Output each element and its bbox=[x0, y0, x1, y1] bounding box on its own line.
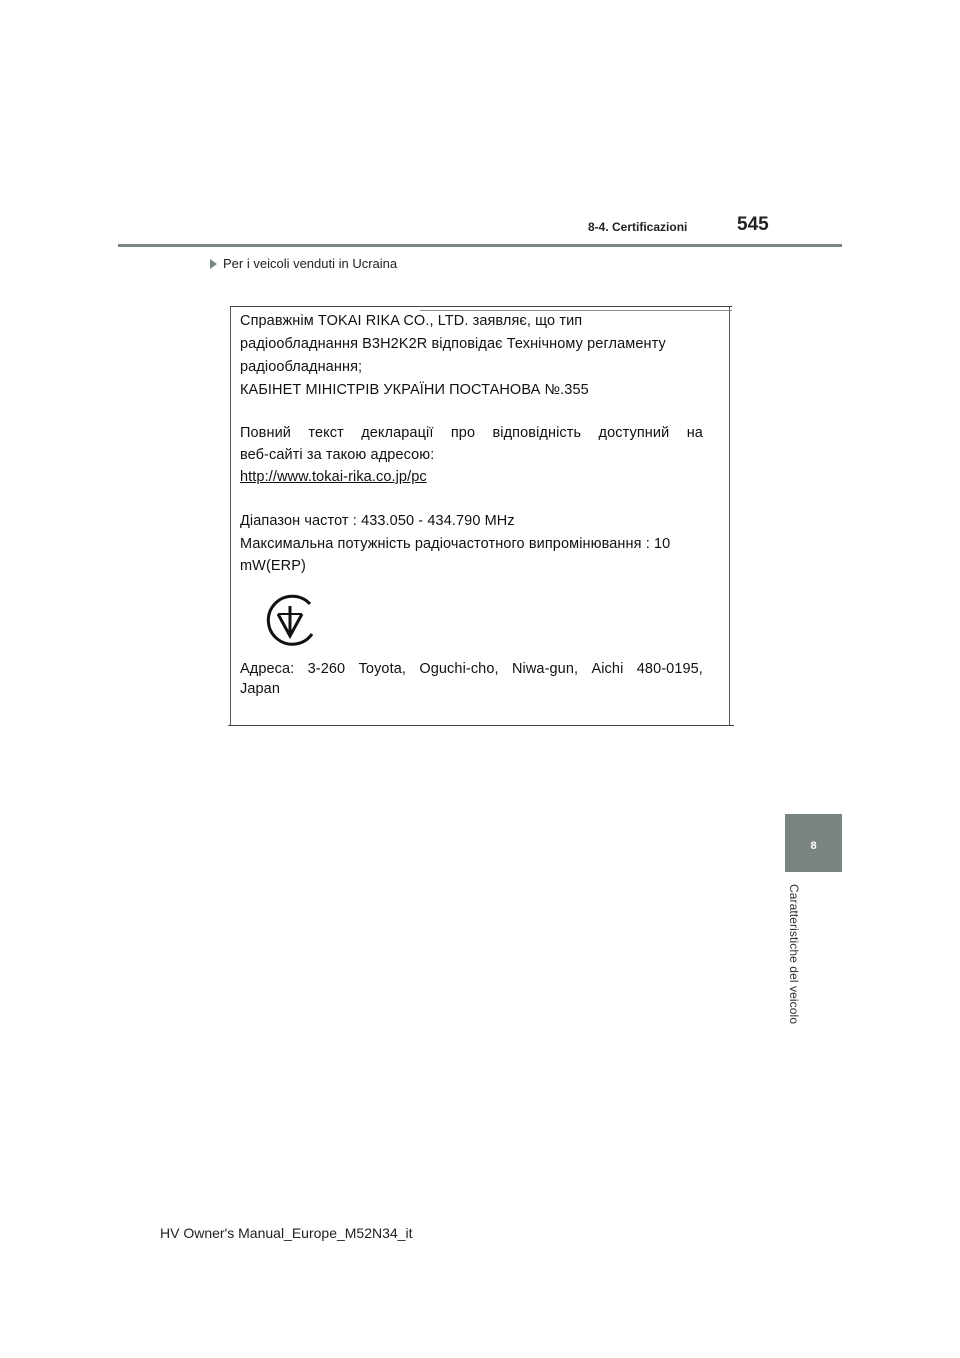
chapter-tab[interactable] bbox=[785, 814, 842, 872]
word: текст bbox=[308, 425, 344, 441]
max-power-line-2: mW(ERP) bbox=[240, 558, 306, 574]
word: Toyota, bbox=[358, 661, 407, 677]
chapter-label: Caratteristiche del veicolo bbox=[787, 884, 801, 1025]
declaration-line-2: радіообладнання B3H2K2R відповідає Технічному регламенту bbox=[240, 336, 666, 352]
word: на bbox=[686, 425, 703, 441]
ukrainian-conformity-mark-icon bbox=[262, 592, 318, 648]
frequency-range: Діапазон частот : 433.050 - 434.790 MHz bbox=[240, 513, 515, 529]
max-power-line-1: Максимальна потужність радіочастотного випромінювання : 10 bbox=[240, 536, 671, 552]
page-number: 545 bbox=[737, 214, 769, 235]
word: Повний bbox=[240, 425, 291, 441]
word: про bbox=[450, 425, 476, 441]
declaration-line-5 bbox=[240, 425, 703, 441]
word: відповідність bbox=[492, 425, 582, 441]
word: Niwa-gun, bbox=[511, 661, 579, 677]
declaration-rule-top bbox=[230, 306, 732, 307]
declaration-line-1: Справжнім TOKAI RIKA CO., LTD. заявляє, що тип bbox=[240, 313, 583, 329]
declaration-url[interactable]: http://www.tokai-rika.co.jp/pc bbox=[240, 469, 427, 485]
declaration-rule-top-secondary bbox=[420, 310, 732, 311]
word: декларації bbox=[361, 425, 434, 441]
footer-manual-id: HV Owner's Manual_Europe_M52N34_it bbox=[160, 1225, 413, 1241]
word: доступний bbox=[598, 425, 670, 441]
declaration-line-6: веб-сайті за такою адресою: bbox=[240, 447, 435, 463]
word: 3-260 bbox=[307, 661, 346, 677]
header-section: 8-4. Certificazioni bbox=[588, 220, 688, 234]
intro-line bbox=[210, 256, 397, 271]
word: Адреса: bbox=[240, 661, 295, 677]
declaration-line-3: радіообладнання; bbox=[240, 359, 363, 375]
address-line-1 bbox=[240, 661, 703, 677]
declaration-rule-bottom bbox=[228, 725, 734, 726]
triangle-right-icon bbox=[210, 259, 217, 269]
intro-text: Per i veicoli venduti in Ucraina bbox=[223, 256, 398, 271]
word: 480-0195, bbox=[636, 661, 703, 677]
chapter-tab-number: 8 bbox=[810, 840, 817, 852]
address-line-2: Japan bbox=[240, 681, 281, 697]
header-rule bbox=[118, 244, 842, 247]
declaration-line-4: КАБІНЕТ МІНІСТРІВ УКРАЇНИ ПОСТАНОВА №.355 bbox=[240, 382, 589, 398]
word: Oguchi-cho, bbox=[419, 661, 499, 677]
word: Aichi bbox=[591, 661, 624, 677]
